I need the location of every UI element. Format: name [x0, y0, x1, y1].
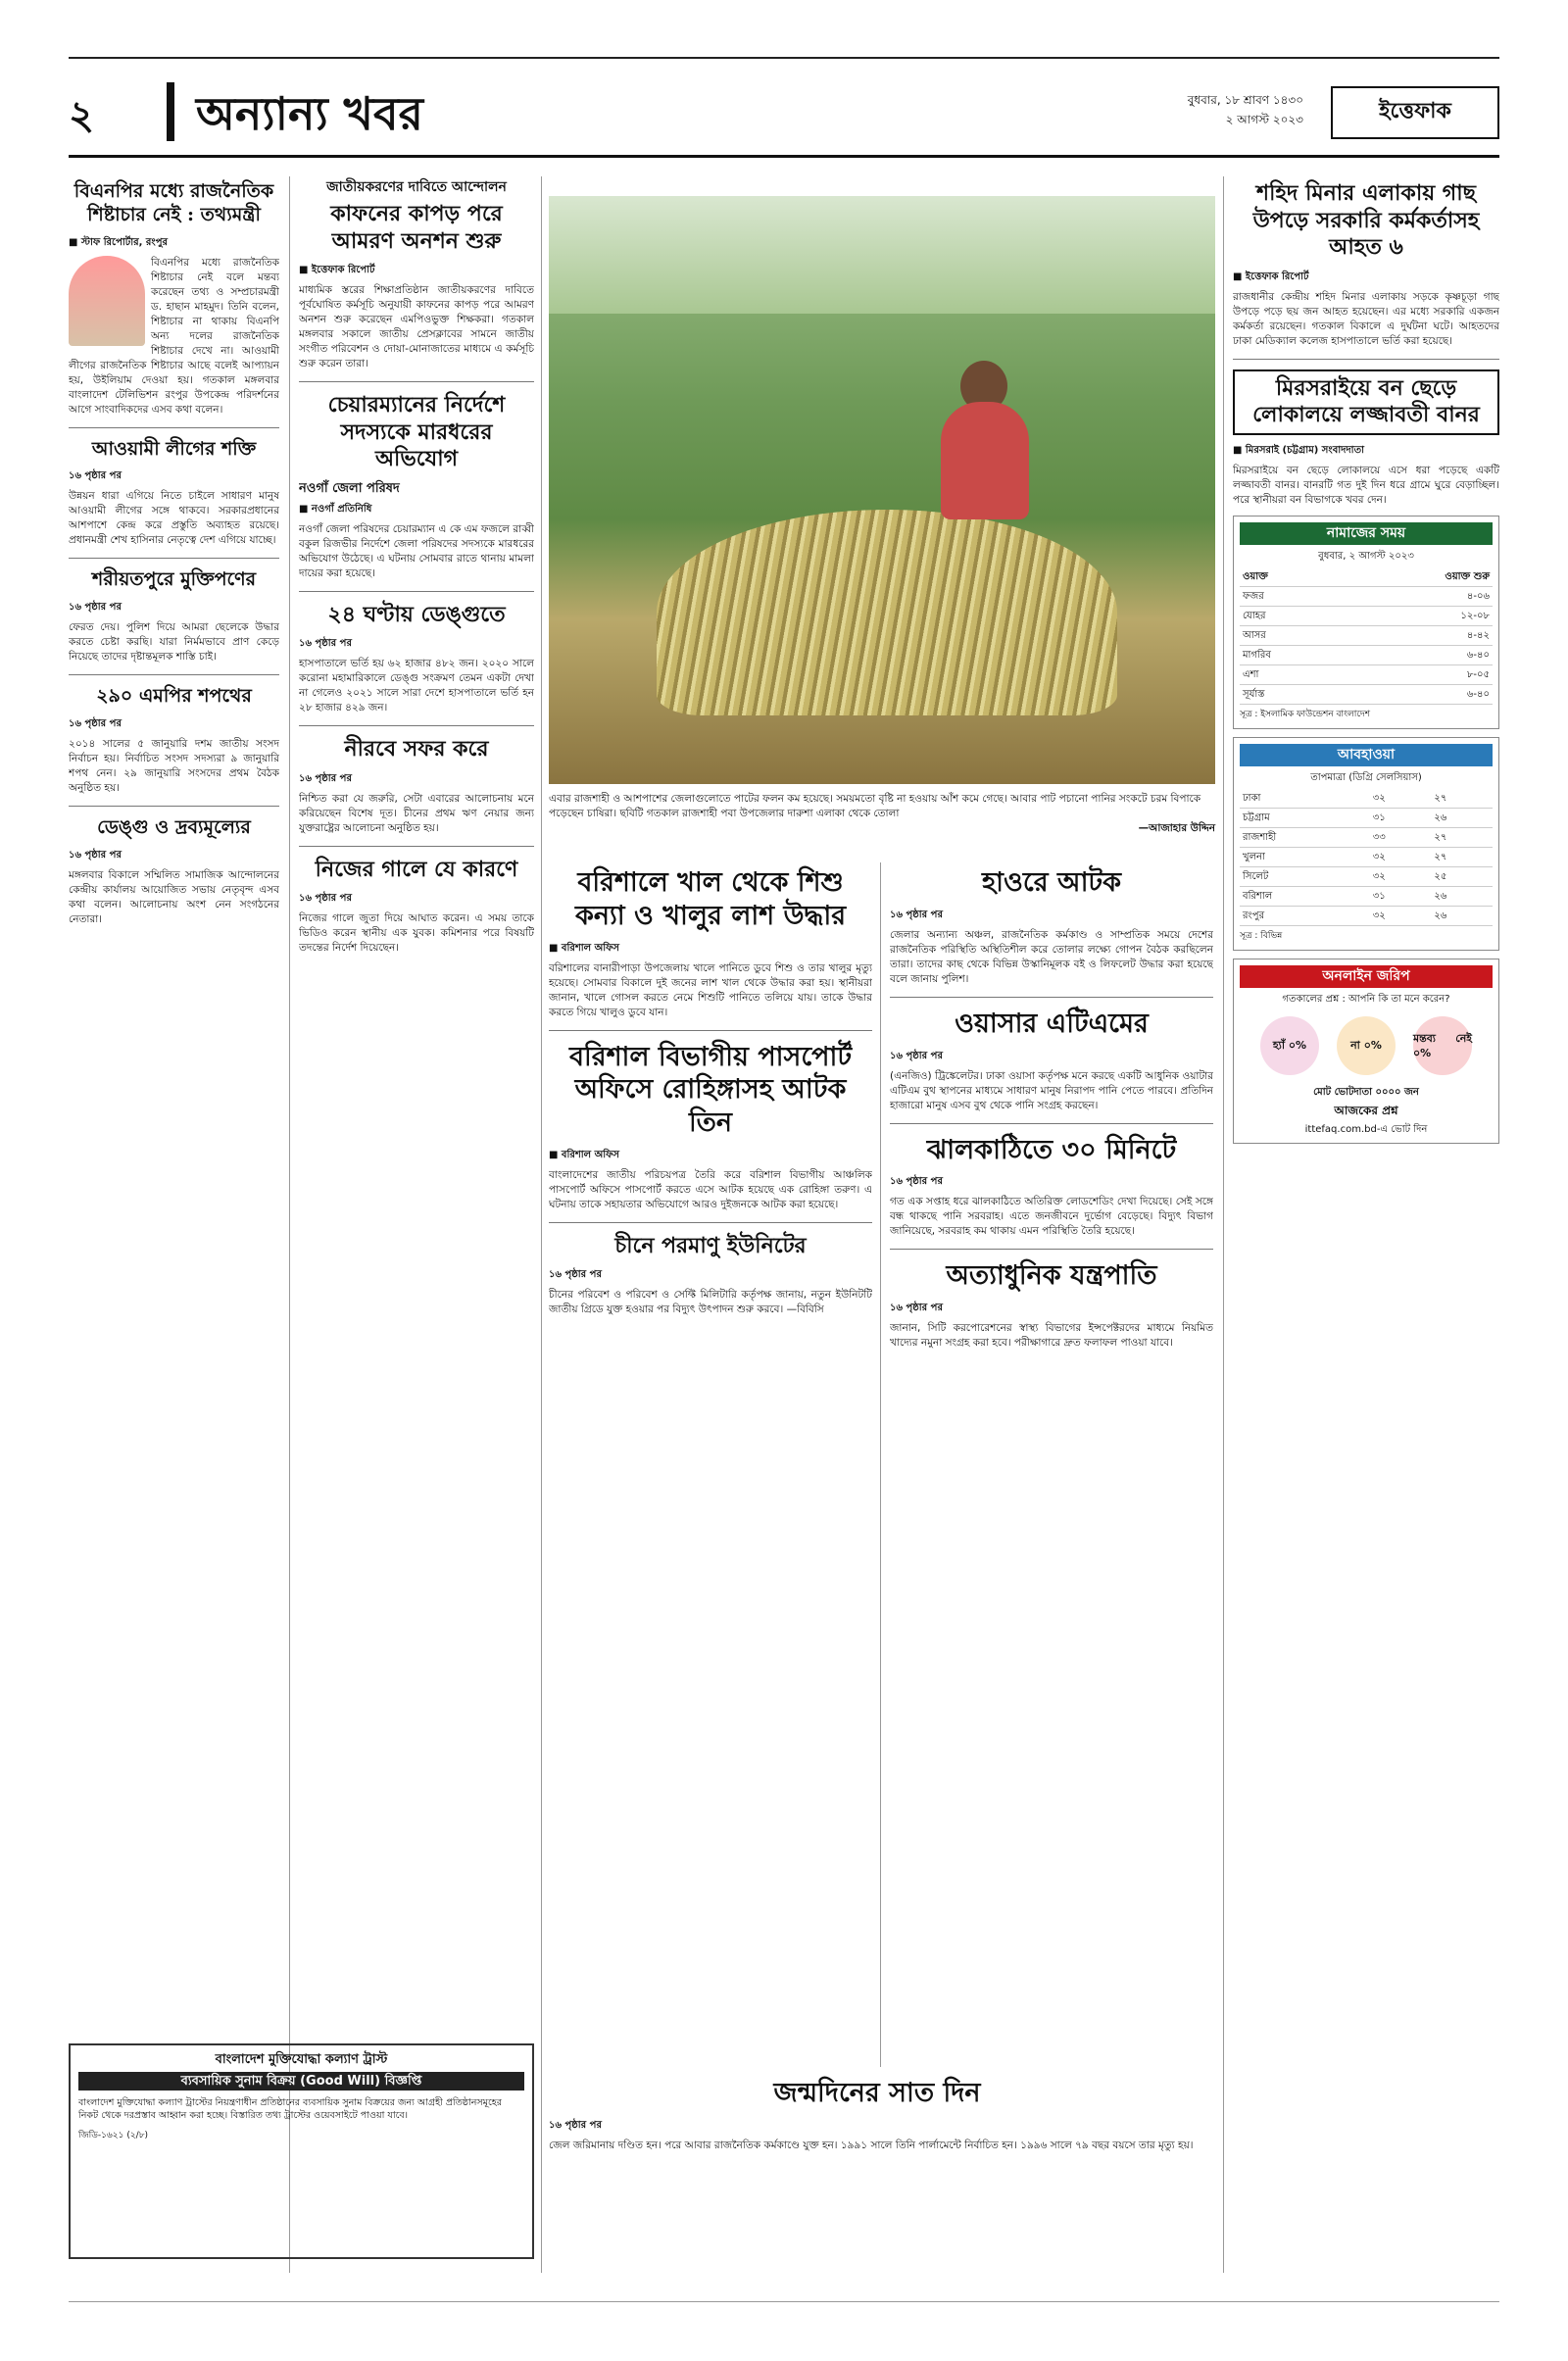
- table-cell: ২৫: [1431, 866, 1493, 886]
- jump-line: ১৬ পৃষ্ঠার পর: [549, 2119, 602, 2131]
- headline-passport-rohingya[interactable]: বরিশাল বিভাগীয় পাসপোর্ট অফিসে রোহিঙ্গাসহ আটক তিন: [568, 1041, 853, 1138]
- column-3: [549, 862, 872, 2067]
- prayer-title: নামাজের সময়: [1240, 522, 1493, 545]
- column-1: [69, 176, 279, 2273]
- table-cell: ৩২: [1370, 866, 1432, 886]
- divider: [69, 558, 279, 559]
- photo-credit: —আজাহার উদ্দিন: [1138, 822, 1215, 834]
- headline-bnp-etiquette[interactable]: বিএনপির মধ্যে রাজনৈতিক শিষ্টাচার নেই : তথ্যমন্ত্রী: [74, 180, 274, 225]
- table-cell: ২৬: [1431, 906, 1493, 925]
- weather-box: [1233, 737, 1499, 951]
- byline: ■ ইত্তেফাক রিপোর্ট: [299, 265, 375, 275]
- weather-table: [1240, 789, 1493, 926]
- byline: ■ মিরসরাই (চট্টগ্রাম) সংবাদদাতা: [1233, 444, 1364, 456]
- caption-text: এবার রাজশাহী ও আশপাশের জেলাগুলোতে পাটের ফলন কম হয়েছে। সময়মতো বৃষ্টি না হওয়ায় আঁশ কমে গেছে। আবার পাট পচানো পানির সংকটে চরম বিপাকে পড়েছেন চাষিরা। ছবিটি গতকাল রাজশাহী পবা উপজেলার দারুশা এলাকা থেকে তোলা: [549, 793, 1201, 819]
- date-bn: বুধবার, ১৮ শ্রাবণ ১৪৩০: [1187, 93, 1303, 107]
- poll-yes: হ্যাঁ ০%: [1260, 1016, 1319, 1075]
- table-cell: ২৭: [1431, 789, 1493, 809]
- jump-line: ১৬ পৃষ্ঠার পর: [549, 1269, 602, 1281]
- table-row: [1240, 789, 1493, 809]
- divider: [69, 806, 279, 807]
- jump-line: ১৬ পৃষ্ঠার পর: [299, 638, 352, 649]
- kicker: জাতীয়করণের দাবিতে আন্দোলন: [326, 179, 507, 195]
- divider: [69, 427, 279, 428]
- table-cell: মাগরিব: [1240, 645, 1342, 664]
- jump-line: ১৬ পৃষ্ঠার পর: [890, 1176, 943, 1188]
- story-text: মিরসরাইয়ে বন ছেড়ে লোকালয়ে এসে ধরা পড়েছে একটি লজ্জাবতী বানর। বানরটি গত দুই দিন ধরে গ্রামে ঘুরে বেড়াচ্ছিল। পরে স্থানীয়রা বন বিভাগকে খবর দেন।: [1233, 464, 1499, 506]
- table-cell: ৩২: [1370, 906, 1432, 925]
- headline-mirsarai-monkey[interactable]: মিরসরাইয়ে বন ছেড়ে লোকালয়ে লজ্জাবতী বানর: [1233, 369, 1499, 435]
- top-rule: [69, 57, 1499, 59]
- headline-shroud-hunger-strike[interactable]: কাফনের কাপড় পরে আমরণ অনশন শুরু: [330, 201, 503, 254]
- table-cell: ২৭: [1431, 827, 1493, 847]
- jump-line: ১৬ পৃষ্ঠার পর: [890, 1303, 943, 1313]
- headline-haor-arrest[interactable]: হাওরে আটক: [981, 867, 1122, 898]
- story-text: নিজের গালে জুতা দিয়ে আঘাত করেন। এ সময় তাকে ভিডিও করেন স্থানীয় এক যুবক। কমিশনার পরে বিষয়টি তদন্তের নির্দেশ দিয়েছেন।: [299, 912, 534, 954]
- table-cell: ৩২: [1370, 789, 1432, 809]
- table-cell: ১২-০৮: [1342, 606, 1493, 625]
- table-cell: রংপুর: [1240, 906, 1370, 925]
- table-cell: ঢাকা: [1240, 789, 1370, 809]
- headline-barishal-canal[interactable]: বরিশালে খাল থেকে শিশু কন্যা ও খালুর লাশ উদ্ধার: [574, 867, 847, 931]
- jump-line: ১৬ পৃষ্ঠার পর: [69, 717, 122, 729]
- online-poll-box: [1233, 959, 1499, 1144]
- jump-line: ১৬ পৃষ্ঠার পর: [69, 849, 122, 861]
- divider: [299, 725, 534, 726]
- newspaper-logo[interactable]: ইত্তেফাক: [1331, 86, 1499, 139]
- table-cell: ২৭: [1431, 847, 1493, 866]
- issue-dates: [1188, 90, 1303, 129]
- jump-line: ১৬ পৃষ্ঠার পর: [69, 602, 122, 613]
- story-text: বিএনপির মধ্যে রাজনৈতিক শিষ্টাচার নেই বলে মন্তব্য করেছেন তথ্য ও সম্প্রচারমন্ত্রী ড. হাছান মাহমুদ। তিনি বলেন, শিষ্টাচার না থাকায় বিএনপি অন্য দলের রাজনৈতিক শিষ্টাচার দেখে না। আওয়ামী লীগের রাজনৈতিক শিষ্টাচার আছে বলেই আপ্যায়ন হয়, উইলিয়াম দেওয়া হয়। গতকাল মঙ্গলবার বাংলাদেশ টেলিভিশন রংপুর উপকেন্দ্র পরিদর্শনের আগে সাংবাদিকদের এসব কথা বলেন।: [69, 256, 279, 416]
- poll-question: গতকালের প্রশ্ন : আপনি কি তা মনে করেন?: [1282, 993, 1450, 1005]
- headline-awami-league[interactable]: আওয়ামী লীগের শক্তি: [91, 437, 257, 460]
- bottom-story: [549, 2073, 1205, 2273]
- divider: [299, 591, 534, 592]
- story-text: নওগাঁ জেলা পরিষদের চেয়ারম্যান এ কে এম ফজলে রাব্বী বকুল রিজভীর নির্দেশে জেলা পরিষদের সদস্যকে মারধরের অভিযোগ উঠেছে। এ ঘটনায় সোমবার রাতে থানায় মামলা দায়ের করা হয়েছে।: [299, 522, 534, 579]
- jump-line: ১৬ পৃষ্ঠার পর: [890, 1050, 943, 1061]
- column-rule: [289, 176, 290, 2273]
- story-text: মাধ্যমিক স্তরের শিক্ষাপ্রতিষ্ঠান জাতীয়করণের দাবিতে পূর্বঘোষিত কর্মসূচি অনুযায়ী কাফনের কাপড় পরে আমরণ অনশন শুরু করেছেন এমপিওভুক্ত শিক্ষকরা। গতকাল মঙ্গলবার সকালে জাতীয় প্রেসক্লাবের সামনে জাতীয় সংগীত পরিবেশন ও দোয়া-মোনাজাতের মাধ্যমে এ কর্মসূচি শুরু করেন তারা।: [299, 284, 534, 369]
- headline-own-cheek[interactable]: নিজের গালে যে কারণে: [315, 856, 518, 882]
- headline-chairman-assault[interactable]: চেয়ারম্যানের নির্দেশে সদস্যকে মারধরের অভিযোগ: [327, 392, 506, 471]
- table-cell: সিলেট: [1240, 866, 1370, 886]
- byline: ■ ইত্তেফাক রিপোর্ট: [1233, 271, 1309, 282]
- byline: ■ নওগাঁ প্রতিনিধি: [299, 503, 372, 515]
- column-4: [890, 862, 1213, 2273]
- column-5: [1233, 176, 1499, 2273]
- headline-shahid-minar-tree[interactable]: শহিদ মিনার এলাকায় গাছ উপড়ে সরকারি কর্মকর্তাসহ আহত ৬: [1252, 180, 1480, 260]
- table-header: ওয়াক্ত শুরু: [1342, 567, 1493, 587]
- table-cell: খুলনা: [1240, 847, 1370, 866]
- minister-portrait: [69, 256, 145, 346]
- farmer-figure: [941, 402, 1029, 519]
- divider: [549, 1222, 872, 1223]
- story-text: জেল জরিমানায় দণ্ডিত হন। পরে আবার রাজনৈতিক কর্মকাণ্ডে যুক্ত হন। ১৯৯১ সালে তিনি পার্লামেন্টে নির্বাচিত হন। ১৯৯৬ সালে ৭৯ বছর বয়সে তার মৃত্যু হয়।: [549, 2139, 1194, 2151]
- table-cell: যোহর: [1240, 606, 1342, 625]
- table-row: [1240, 847, 1493, 866]
- table-cell: ফজর: [1240, 586, 1342, 606]
- divider: [1233, 359, 1499, 360]
- poll-no: না ০%: [1337, 1016, 1396, 1075]
- story-text: ২০১৪ সালের ৫ জানুয়ারি দশম জাতীয় সংসদ নির্বাচন হয়। নির্বাচিত সংসদ সদস্যরা ৯ জানুয়ারি শপথ নেন। ২৯ জানুয়ারি সংসদের প্রথম বৈঠক অনুষ্ঠিত হয়।: [69, 737, 279, 794]
- jump-line: ১৬ পৃষ্ঠার পর: [69, 470, 122, 482]
- divider: [890, 1123, 1213, 1124]
- ad-organization: বাংলাদেশ মুক্তিযোদ্ধা কল্যাণ ট্রাস্ট: [215, 2052, 388, 2067]
- table-cell: ৩৩: [1370, 827, 1432, 847]
- divider: [549, 1030, 872, 1031]
- date-en: ২ আগস্ট ২০২৩: [1225, 113, 1303, 126]
- photo-sky: [549, 196, 1215, 314]
- table-cell: ৬-৪০: [1342, 684, 1493, 704]
- table-cell: ৪-০৬: [1342, 586, 1493, 606]
- poll-no-comment: মন্তব্য নেই ০%: [1413, 1016, 1472, 1075]
- jute-farmer-photo[interactable]: [549, 196, 1215, 784]
- section-title: অন্যান্য খবর: [196, 87, 423, 140]
- weather-source: সূত্র : বিভিন্ন: [1240, 930, 1283, 941]
- table-cell: ২৬: [1431, 886, 1493, 906]
- story-text: বরিশালের বানারীপাড়া উপজেলায় খালে পানিতে ডুবে শিশু ও তার খালুর মৃত্যু হয়েছে। সোমবার বিকালে দুই জনের লাশ খাল থেকে উদ্ধার করা হয়। স্থানীয়রা জানান, খালে গোসল করতে নেমে শিশুটি পানিতে তলিয়ে যায়। তাকে উদ্ধার করতে গিয়ে খালুও ডুবে যান।: [549, 961, 872, 1018]
- page-masthead: [69, 78, 1499, 158]
- table-row: [1240, 645, 1493, 664]
- story-text: উন্নয়ন ধারা এগিয়ে নিতে চাইলে সাধারণ মানুষ আওয়ামী লীগের সঙ্গে থাকবে। সরকারপ্রধানের আশপাশে কেন্দ্র করে প্রস্তুতি অব্যাহত রয়েছে। প্রধানমন্ত্রী শেখ হাসিনার নেতৃত্বে দেশ এগিয়ে যাচ্ছে।: [69, 490, 279, 547]
- table-row: [1240, 625, 1493, 645]
- story-text: নিশ্চিত করা যে জরুরি, সেটা এবারের আলোচনায় মনে করিয়েছেন বিশেষ দূত। চীনের প্রথম ঋণ নেয়ার জন্য যুক্তরাষ্ট্রের আলোচনা অনুষ্ঠিত হয়।: [299, 792, 534, 834]
- divider: [890, 997, 1213, 998]
- column-rule: [880, 862, 881, 2067]
- column-rule: [1223, 176, 1224, 2273]
- table-row: [1240, 886, 1493, 906]
- column-2: [299, 176, 534, 2273]
- prayer-times-box: [1233, 516, 1499, 729]
- byline: ■ স্টাফ রিপোর্টার, রংপুর: [69, 236, 168, 248]
- table-cell: সূর্যাস্ত: [1240, 684, 1342, 704]
- story-text: মঙ্গলবার বিকালে সম্মিলিত সামাজিক আন্দোলনের কেন্দ্রীয় কার্যালয় আয়োজিত সভায় নেতৃবৃন্দ এসব কথা বলেন। আলোচনায় অংশ নেন সংগঠনের নেতারা।: [69, 868, 279, 925]
- story-text: জানান, সিটি করপোরেশনের স্বাস্থ্য বিভাগের ইন্সপেক্টরদের মাধ্যমে নিয়মিত খাদ্যের নমুনা সংগ্রহ করা হবে। পরীক্ষাগারে দ্রুত ফলাফল পাওয়া যাবে।: [890, 1322, 1213, 1349]
- divider: [890, 1249, 1213, 1250]
- story-text: (এনজিও) ট্রিঙ্কেলেটর। ঢাকা ওয়াসা কর্তৃপক্ষ মনে করছে একটি আধুনিক ওয়াটার এটিএম বুথ স্থাপনের মাধ্যমে সাধারণ মানুষ নিরাপদ পানি পেতে পারবে। প্রতিদিন হাজারো মানুষ এসব বুথ থেকে পানি সংগ্রহ করছেন।: [890, 1069, 1213, 1111]
- headline-shariatpur[interactable]: শরীয়তপুরে মুক্তিপণের: [91, 568, 257, 591]
- ad-body: বাংলাদেশ মুক্তিযোদ্ধা কল্যাণ ট্রাস্টের নিয়ন্ত্রণাধীন প্রতিষ্ঠানের ব্যবসায়িক সুনাম বিক্রয়ের জন্য আগ্রহী প্রতিষ্ঠানসমূহের নিকট থেকে দরপ্রস্তাব আহ্বান করা হচ্ছে। বিস্তারিত তথ্য ট্রাস্টের ওয়েবসাইটে পাওয়া যাবে।: [78, 2097, 502, 2121]
- table-header-row: [1240, 567, 1493, 587]
- sub-headline: নওগাঁ জেলা পরিষদ: [299, 480, 400, 496]
- headline-modern-equipment[interactable]: অত্যাধুনিক যন্ত্রপাতি: [946, 1260, 1157, 1292]
- headline-jhalakathi[interactable]: ঝালকাঠিতে ৩০ মিনিটে: [926, 1134, 1177, 1165]
- poll-votes: মোট ভোটদাতা ০০০০ জন: [1313, 1086, 1419, 1098]
- headline-china-nuclear[interactable]: চীনে পরমাণু ইউনিটের: [614, 1232, 807, 1258]
- headline-290-mp[interactable]: ২৯০ এমপির শপথের: [96, 685, 252, 707]
- ad-title: ব্যবসায়িক সুনাম বিক্রয় (Good Will) বিজ্ঞপ্তি: [78, 2072, 524, 2090]
- table-cell: ৮-০৫: [1342, 664, 1493, 684]
- table-cell: এশা: [1240, 664, 1342, 684]
- headline-silent-visit[interactable]: নীরবে সফর করে: [344, 736, 489, 762]
- masthead-separator: [167, 82, 174, 141]
- prayer-note: সূত্র : ইসলামিক ফাউন্ডেশন বাংলাদেশ: [1240, 709, 1371, 719]
- weather-subtitle: তাপমাত্রা (ডিগ্রি সেলসিয়াস): [1310, 771, 1422, 783]
- table-header: ওয়াক্ত: [1240, 567, 1342, 587]
- prayer-date: বুধবার, ২ আগস্ট ২০২৩: [1318, 550, 1414, 562]
- story-text: চীনের পরিবেশ ও পরিবেশ ও সেফ্টি মিলিটারি কর্তৃপক্ষ জানায়, নতুন ইউনিটটি জাতীয় গ্রিডে যুক্ত হওয়ার পর বিদ্যুৎ উৎপাদন শুরু করবে। —বিবিসি: [549, 1289, 872, 1316]
- poll-title: অনলাইন জরিপ: [1240, 965, 1493, 988]
- prayer-table: [1240, 567, 1493, 705]
- table-cell: ৩১: [1370, 808, 1432, 827]
- table-row: [1240, 906, 1493, 925]
- column-rule: [541, 176, 542, 2273]
- table-cell: আসর: [1240, 625, 1342, 645]
- table-row: [1240, 866, 1493, 886]
- story-text: গত এক সপ্তাহ ধরে ঝালকাঠিতে অতিরিক্ত লোডশেডিং দেখা দিয়েছে। সেই সঙ্গে বন্ধ থাকছে পানি সরবরাহ। এতে জনজীবনে দুর্ভোগ বেড়েছে। বিদ্যুৎ বিভাগ জানিয়েছে, সরবরাহ কম থাকায় এমন পরিস্থিতি তৈরি হয়েছে।: [890, 1196, 1213, 1238]
- table-cell: ৬-৪০: [1342, 645, 1493, 664]
- weather-title: আবহাওয়া: [1240, 744, 1493, 766]
- story-text: ফেরত দেয়। পুলিশ দিয়ে আমরা ছেলেকে উদ্ধার করতে চেষ্টা করছি। যারা নির্মমভাবে প্রাণ কেড়ে নিয়েছে তাদের দৃষ্টান্তমূলক শাস্তি চাই।: [69, 621, 279, 663]
- poll-results: [1240, 1016, 1493, 1075]
- table-cell: বরিশাল: [1240, 886, 1370, 906]
- headline-wasa-atm[interactable]: ওয়াসার এটিএমের: [955, 1008, 1149, 1039]
- table-cell: ২৬: [1431, 808, 1493, 827]
- headline-24h-dengue[interactable]: ২৪ ঘণ্টায় ডেঙ্গুতে: [327, 601, 506, 627]
- divider: [299, 381, 534, 382]
- ad-code: জিডি-১৬২১ (২/৮): [78, 2131, 149, 2140]
- table-row: [1240, 808, 1493, 827]
- table-cell: ৪-৪২: [1342, 625, 1493, 645]
- table-cell: রাজশাহী: [1240, 827, 1370, 847]
- page-number: ২: [69, 92, 95, 138]
- table-cell: ৩২: [1370, 847, 1432, 866]
- divider: [299, 846, 534, 847]
- photo-caption: [549, 792, 1215, 836]
- table-cell: ৩১: [1370, 886, 1432, 906]
- story-text: রাজধানীর কেন্দ্রীয় শহিদ মিনার এলাকায় সড়কে কৃষ্ণচূড়া গাছ উপড়ে পড়ে ছয় জন আহত হয়েছেন। এর মধ্যে সরকারি একজন কর্মকর্তা রয়েছেন। গতকাল বিকালে এ দুর্ঘটনা ঘটে। আহতদের ঢাকা মেডিক্যাল কলেজ হাসপাতালে ভর্তি করা হয়েছে।: [1233, 290, 1499, 347]
- poll-today: আজকের প্রশ্ন: [1334, 1103, 1398, 1117]
- story-text: জেলার অন্যান্য অঞ্চল, রাজনৈতিক কর্মকাণ্ড ও সাম্প্রতিক সময়ে দেশের রাজনৈতিক পরিস্থিতি অস্থিতিশীল করে তোলার লক্ষ্যে গোপন বৈঠক করছিলেন তারা। তাদের কাছ থেকে বিভিন্ন উস্কানিমূলক বই ও লিফলেট উদ্ধার করা হয়েছে বলে জানায় পুলিশ।: [890, 928, 1213, 985]
- jump-line: ১৬ পৃষ্ঠার পর: [299, 893, 352, 904]
- jump-line: ১৬ পৃষ্ঠার পর: [890, 909, 943, 920]
- table-cell: চট্টগ্রাম: [1240, 808, 1370, 827]
- poll-url-link[interactable]: ittefaq.com.bd-এ ভোট দিন: [1304, 1123, 1428, 1135]
- byline: ■ বরিশাল অফিস: [549, 942, 620, 954]
- bottom-rule: [69, 2301, 1499, 2302]
- jute-pile: [657, 510, 1117, 715]
- table-row: [1240, 684, 1493, 704]
- jump-line: ১৬ পৃষ্ঠার পর: [299, 772, 352, 784]
- headline-seven-days[interactable]: জন্মদিনের সাত দিন: [773, 2078, 981, 2108]
- story-text: হাসপাতালে ভর্তি হয় ৬২ হাজার ৪৮২ জন। ২০২০ সালে করোনা মহামারিকালে ডেঙ্গু সংক্রমণ তেমন একটা দেখা না গেলেও ২০২১ সালে সারা দেশে হাসপাতালে ভর্তি হন ২৮ হাজার ৪২৯ জন।: [299, 658, 534, 713]
- headline-dengue-prices[interactable]: ডেঙ্গু ও দ্রব্যমূল্যের: [97, 815, 251, 838]
- table-row: [1240, 664, 1493, 684]
- table-row: [1240, 606, 1493, 625]
- divider: [69, 674, 279, 675]
- table-row: [1240, 827, 1493, 847]
- table-row: [1240, 586, 1493, 606]
- byline: ■ বরিশাল অফিস: [549, 1149, 620, 1160]
- goodwill-sale-advertisement[interactable]: [69, 2043, 534, 2259]
- story-text: বাংলাদেশের জাতীয় পরিচয়পত্র তৈরি করে বরিশাল বিভাগীয় আঞ্চলিক পাসপোর্ট অফিসে পাসপোর্ট করতে এসে আটক হয়েছে এক রোহিঙ্গা তরুণ। এ ঘটনায় তাকে সহায়তার অভিযোগে আরও দুইজনকে আটক করা হয়েছে।: [549, 1168, 872, 1210]
